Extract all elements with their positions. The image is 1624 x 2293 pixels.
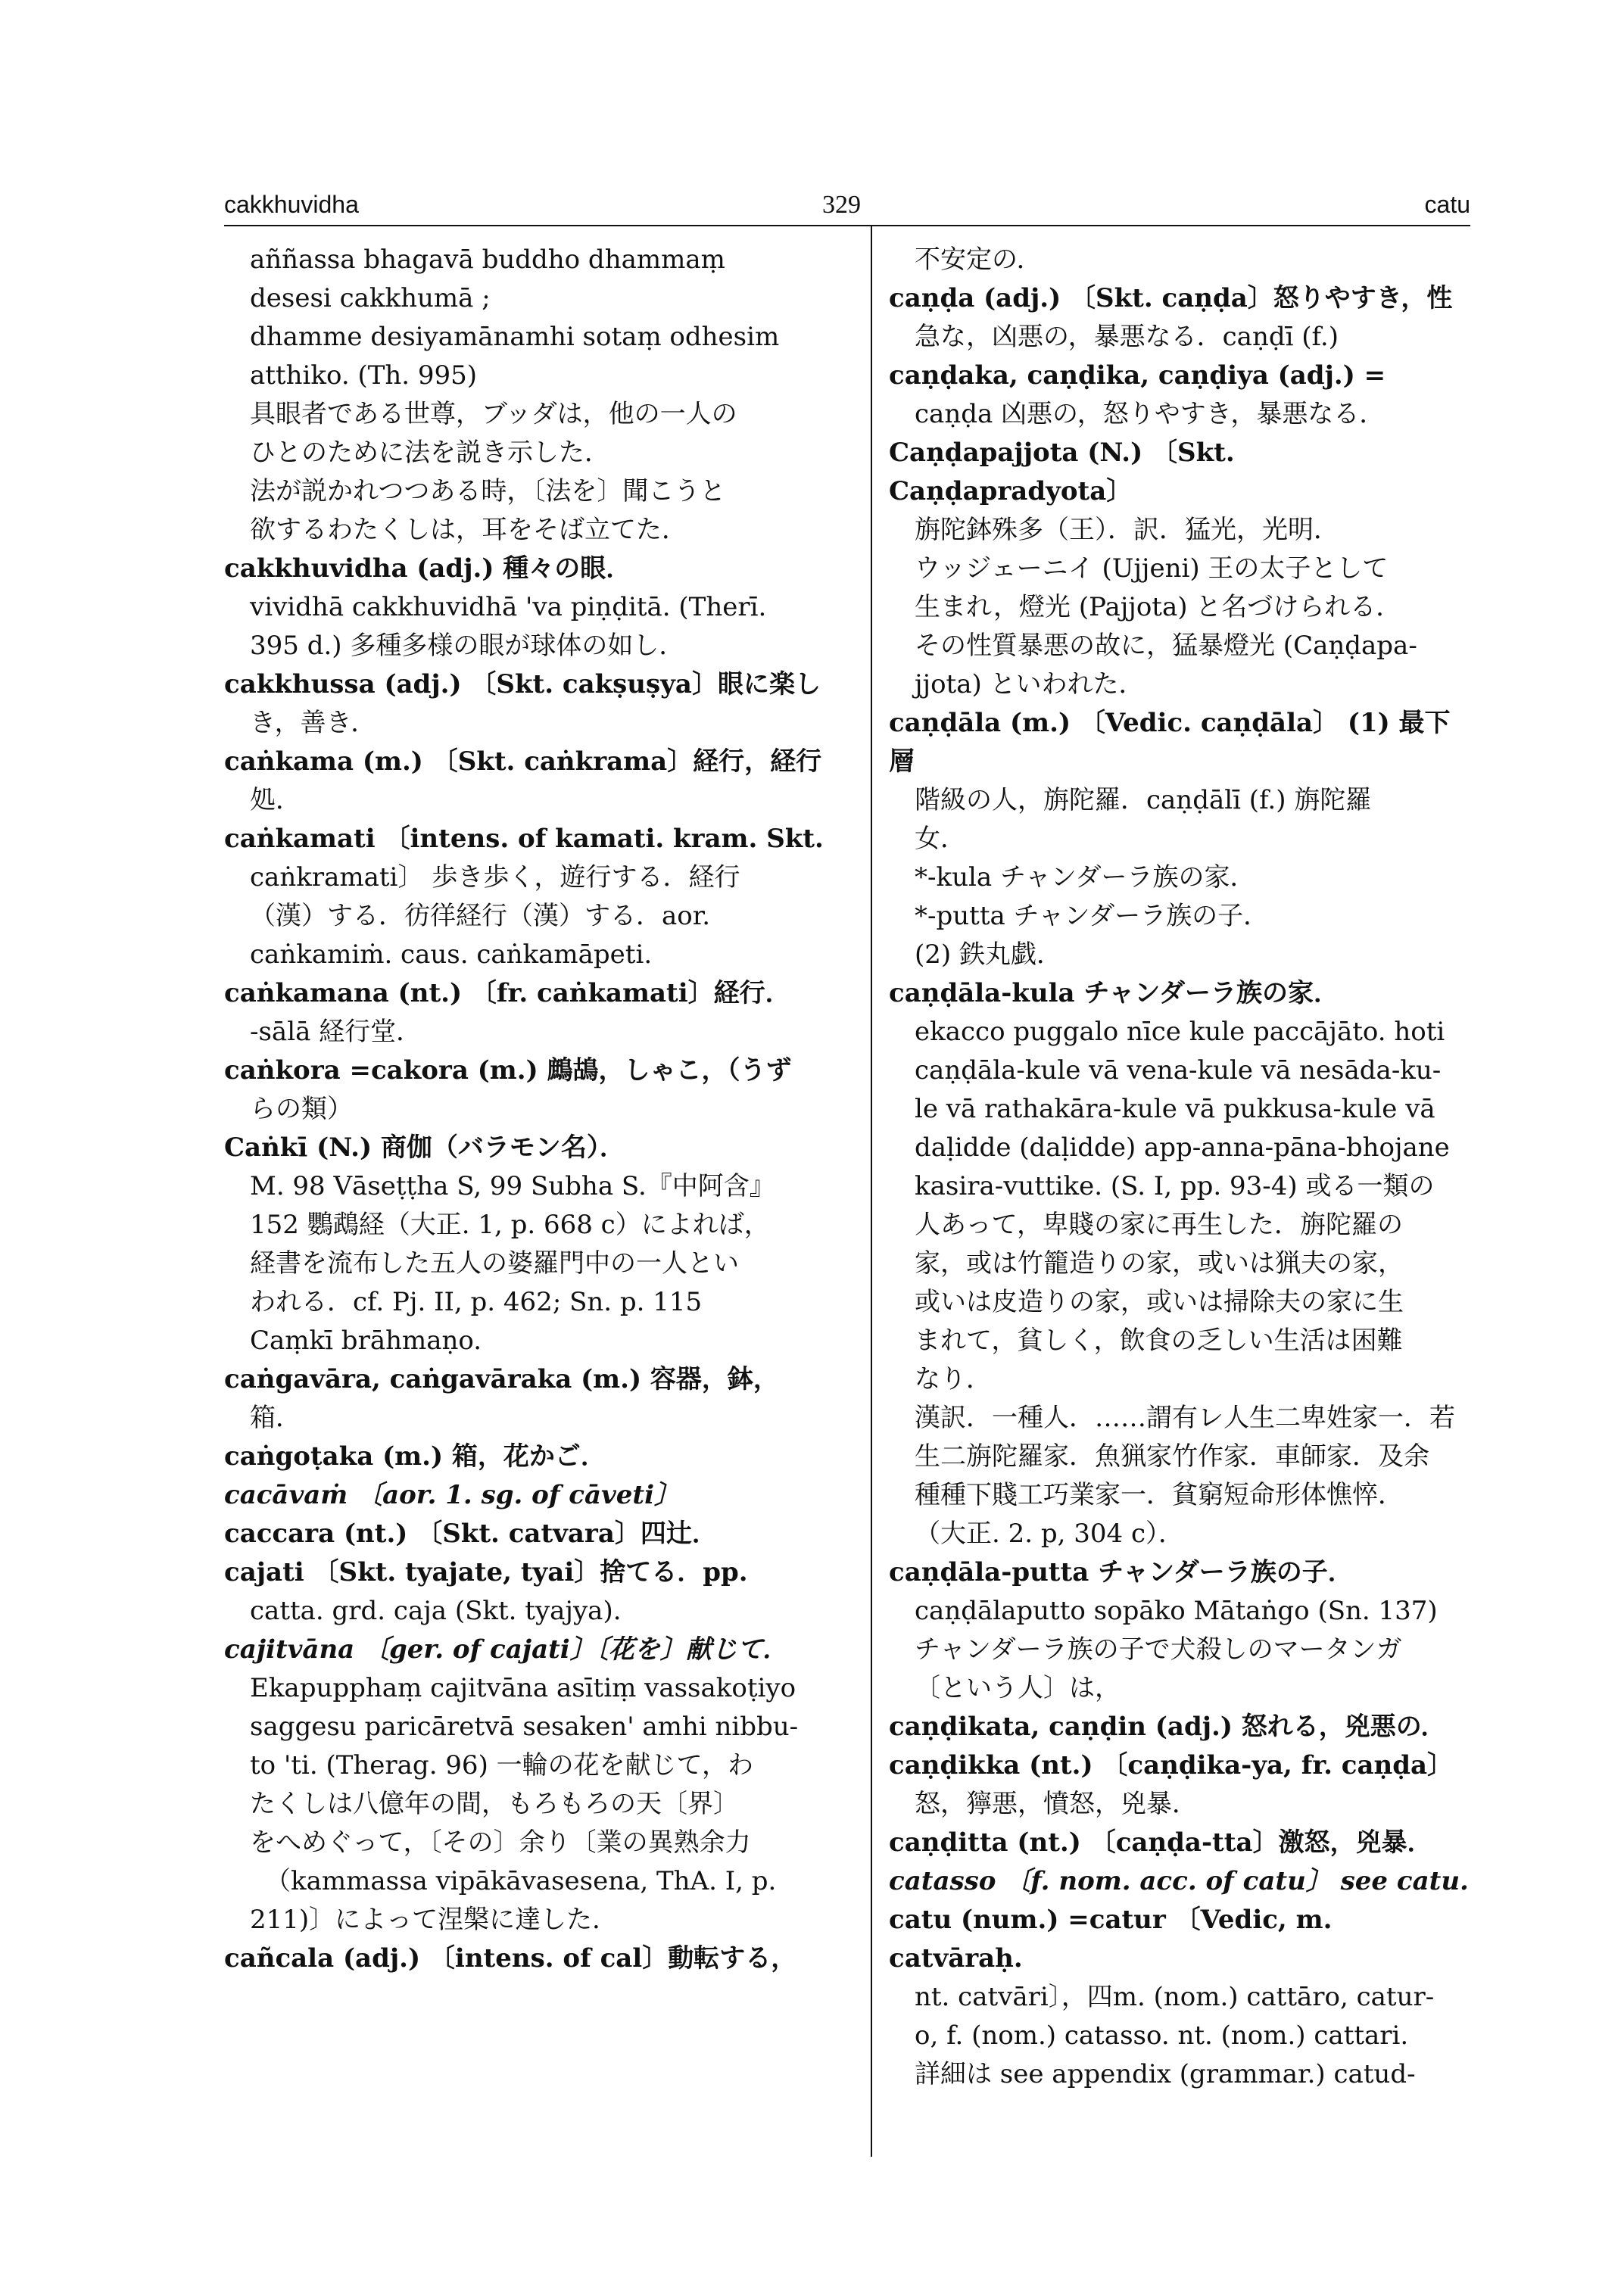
headword-line: cajati 〔Skt. tyajate, tyai〕捨てる．pp. (224, 1557, 748, 1587)
text-line: チャンダーラ族の子で犬殺しのマータンガ (915, 1634, 1402, 1665)
text-line: 階級の人，旃陀羅．caṇḍālī (f.) 旃陀羅 (915, 785, 1372, 815)
text-line: to 'ti. (Therag. 96) 一輪の花を献じて，わ (250, 1750, 753, 1781)
text-line: Caṃkī brāhmaṇo. (250, 1326, 482, 1356)
text-line: 不安定の． (915, 245, 1043, 275)
text-line: caṅkramati〕 歩き歩く，遊行する．経行 (250, 862, 740, 893)
text-line: 家，或は竹籠造りの家，或いは猟夫の家， (915, 1248, 1404, 1279)
text-line: *-kula チャンダーラ族の家． (915, 862, 1256, 893)
text-line: kasira-vuttike. (S. I, pp. 93-4) 或る一類の (915, 1171, 1435, 1201)
headword-line: cacāvaṁ 〔aor. 1. sg. of cāveti〕 (224, 1480, 681, 1510)
running-head-left: cakkhuvidha (224, 191, 359, 218)
text-line: その性質暴悪の故に，猛暴燈光 (Caṇḍapa- (915, 631, 1417, 661)
text-line: jjota) といわれた． (915, 669, 1145, 699)
text-line: atthiko. (Th. 995) (250, 360, 478, 391)
headword-line: caccara (nt.) 〔Skt. catvara〕四辻． (224, 1519, 718, 1549)
text-line: Ekapupphaṃ cajitvāna asītiṃ vassakoṭiyo (250, 1673, 796, 1703)
text-line: dhamme desiyamānamhi sotaṃ odhesim (250, 322, 780, 352)
text-line: 詳細は see appendix (grammar.) catud- (915, 2059, 1416, 2089)
text-line: le vā rathakāra-kule vā pukkusa-kule vā (915, 1094, 1435, 1124)
text-line: caṇḍālaputto sopāko Mātaṅgo (Sn. 137) (915, 1596, 1438, 1626)
text-line: nt. catvāri〕，四m. (nom.) cattāro, catur- (915, 1982, 1435, 2012)
text-line: saggesu paricāretvā sesaken' amhi nibbu- (250, 1712, 799, 1742)
running-head-right: catu (1424, 191, 1470, 218)
text-line: 欲するわたくしは，耳をそば立てた． (250, 515, 687, 545)
text-line: 経書を流布した五人の婆羅門中の一人とい (250, 1248, 739, 1279)
text-line: （kammassa vipākāvasesena, ThA. I, p. (265, 1866, 777, 1896)
headword-line: caṅkora =cakora (m.) 鷓鴣，しゃこ，（うず (224, 1055, 792, 1086)
text-line: 急な，凶悪の，暴悪なる．caṇḍī (f.) (915, 322, 1339, 352)
text-line: 生二旃陀羅家．魚猟家竹作家．車師家．及余 (915, 1441, 1429, 1472)
headword-line: cakkhuvidha (adj.) 種々の眼． (224, 553, 632, 584)
headword-line: caṅgavāra, caṅgavāraka (m.) 容器，鉢， (224, 1364, 779, 1394)
headword-line: caṇḍikka (nt.) 〔caṇḍika-ya, fr. caṇḍa〕 (889, 1750, 1454, 1781)
text-line: catta. grd. caja (Skt. tyajya). (250, 1596, 622, 1626)
headword-line: caṇḍāla-putta チャンダーラ族の子． (889, 1557, 1354, 1587)
text-line: aññassa bhagavā buddho dhammaṃ (250, 245, 725, 275)
headword-line: caṇḍa (adj.) 〔Skt. caṇḍa〕怒りやすき，性 (889, 283, 1453, 313)
text-line: daḷidde (daḷidde) app-anna-pāna-bhojane (915, 1132, 1450, 1163)
text-line: *-putta チャンダーラ族の子． (915, 901, 1270, 931)
headword-line: caṇḍāla-kula チャンダーラ族の家． (889, 978, 1339, 1008)
text-line: 処． (250, 785, 301, 815)
text-line: o, f. (nom.) catasso. nt. (nom.) cattari. (915, 2020, 1409, 2051)
text-line: らの類） (250, 1094, 353, 1124)
text-line: き，善き． (250, 708, 377, 738)
text-line: ひとのために法を説き示した． (250, 438, 610, 468)
left-column (224, 241, 845, 1978)
text-line: caṅkamiṁ. caus. caṅkamāpeti. (250, 939, 653, 970)
text-line: をへめぐって，〔その〕余り〔業の異熟余力 (250, 1827, 751, 1858)
headword-line: caṇḍaka, caṇḍika, caṇḍiya (adj.) = (889, 360, 1386, 391)
text-line: まれて，貧しく，飲食の乏しい生活は困難 (915, 1326, 1403, 1356)
text-line: 箱． (250, 1403, 301, 1433)
text-line: desesi cakkhumā ; (250, 283, 491, 313)
text-line: （漢）する．彷徉経行（漢）する．aor. (250, 901, 711, 931)
text-line: 漢訳．一種人．……謂有レ人生二卑姓家一．若 (915, 1403, 1455, 1433)
right-column (889, 241, 1472, 2094)
text-line: (2) 鉄丸戯． (915, 939, 1062, 970)
text-line: 具眼者である世尊，ブッダは，他の一人の (250, 399, 737, 429)
text-line: 152 鸚鵡経（大正. 1, p. 668 c）によれば， (250, 1210, 770, 1240)
headword-line: caṇḍikata, caṇḍin (adj.) 怒れる，兇悪の． (889, 1712, 1447, 1742)
text-line: （大正. 2. p, 304 c）． (915, 1519, 1184, 1549)
headword-line: Caṅkī (N.) 商伽（バラモン名）． (224, 1132, 625, 1163)
text-line: 種種下賤工巧業家一．貧窮短命形体憔悴． (915, 1480, 1404, 1510)
headword-line: caṇḍitta (nt.) 〔caṇḍa-tta〕激怒，兇暴． (889, 1827, 1433, 1858)
text-line: 法が説かれつつある時，〔法を〕聞こうと (250, 476, 726, 506)
text-line: 211)〕によって涅槃に達した． (250, 1905, 619, 1935)
column-divider (871, 226, 872, 2157)
page-header (224, 191, 1470, 224)
headword-line: cakkhussa (adj.) 〔Skt. cakṣuṣya〕眼に楽し (224, 669, 821, 699)
headword-line: caṅkama (m.) 〔Skt. caṅkrama〕経行，経行 (224, 746, 822, 777)
page-number: 329 (822, 191, 861, 219)
headword-line: caṅgoṭaka (m.) 箱，花かご． (224, 1441, 606, 1472)
text-line: 怒，獰悪，憤怒，兇暴． (915, 1789, 1198, 1819)
headword-line: caṅkamana (nt.) 〔fr. caṅkamati〕経行． (224, 978, 791, 1008)
text-line: 生まれ，燈光 (Pajjota) と名づけられる． (915, 592, 1402, 622)
headword-line: cajitvāna 〔ger. of cajati〕〔花を〕献じて． (224, 1634, 789, 1665)
text-line: -sālā 経行堂． (250, 1017, 422, 1047)
text-line: 395 d.) 多種多様の眼が球体の如し． (250, 631, 685, 661)
headword-line: catu (num.) =catur 〔Vedic, m. catvāraḥ. (889, 1905, 1333, 1974)
text-line: われる．cf. Pj. II, p. 462; Sn. p. 115 (250, 1287, 703, 1317)
headword-line: caṅkamati 〔intens. of kamati. kram. Skt. (224, 824, 824, 854)
text-line: ウッジェーニイ (Ujjeni) 王の太子として (915, 553, 1389, 584)
text-line: 〔という人〕は， (915, 1673, 1121, 1703)
text-line: caṇḍāla-kule vā vena-kule vā nesāda-ku- (915, 1055, 1442, 1086)
text-line: M. 98 Vāseṭṭha S, 99 Subha S.『中阿含』 (250, 1171, 775, 1201)
headword-line: caṇḍāla (m.) 〔Vedic. caṇḍāla〕 (1) 最下層 (889, 708, 1451, 777)
header-rule (224, 225, 1470, 226)
headword-line: Caṇḍapajjota (N.) 〔Skt. Caṇḍapradyota〕 (889, 438, 1235, 506)
text-line: 人あって，卑賤の家に再生した．旃陀羅の (915, 1210, 1403, 1240)
text-line: vividhā cakkhuvidhā 'va piṇḍitā. (Therī. (250, 592, 767, 622)
text-line: 女． (915, 824, 966, 854)
text-line: 或いは皮造りの家，或いは掃除夫の家に生 (915, 1287, 1404, 1317)
text-line: たくしは八億年の間，もろもろの天〔界〕 (250, 1789, 739, 1819)
text-line: caṇḍa 凶悪の，怒りやすき，暴悪なる． (915, 399, 1386, 429)
text-line: 旃陀鉢殊多（王）．訳．猛光，光明． (915, 515, 1339, 545)
headword-line: cañcala (adj.) 〔intens. of cal〕動転する， (224, 1943, 797, 1974)
headword-line: catasso 〔f. nom. acc. of catu〕 see catu. (889, 1866, 1469, 1896)
text-line: ekacco puggalo nīce kule paccājāto. hoti (915, 1017, 1445, 1047)
text-line: なり． (915, 1364, 992, 1394)
